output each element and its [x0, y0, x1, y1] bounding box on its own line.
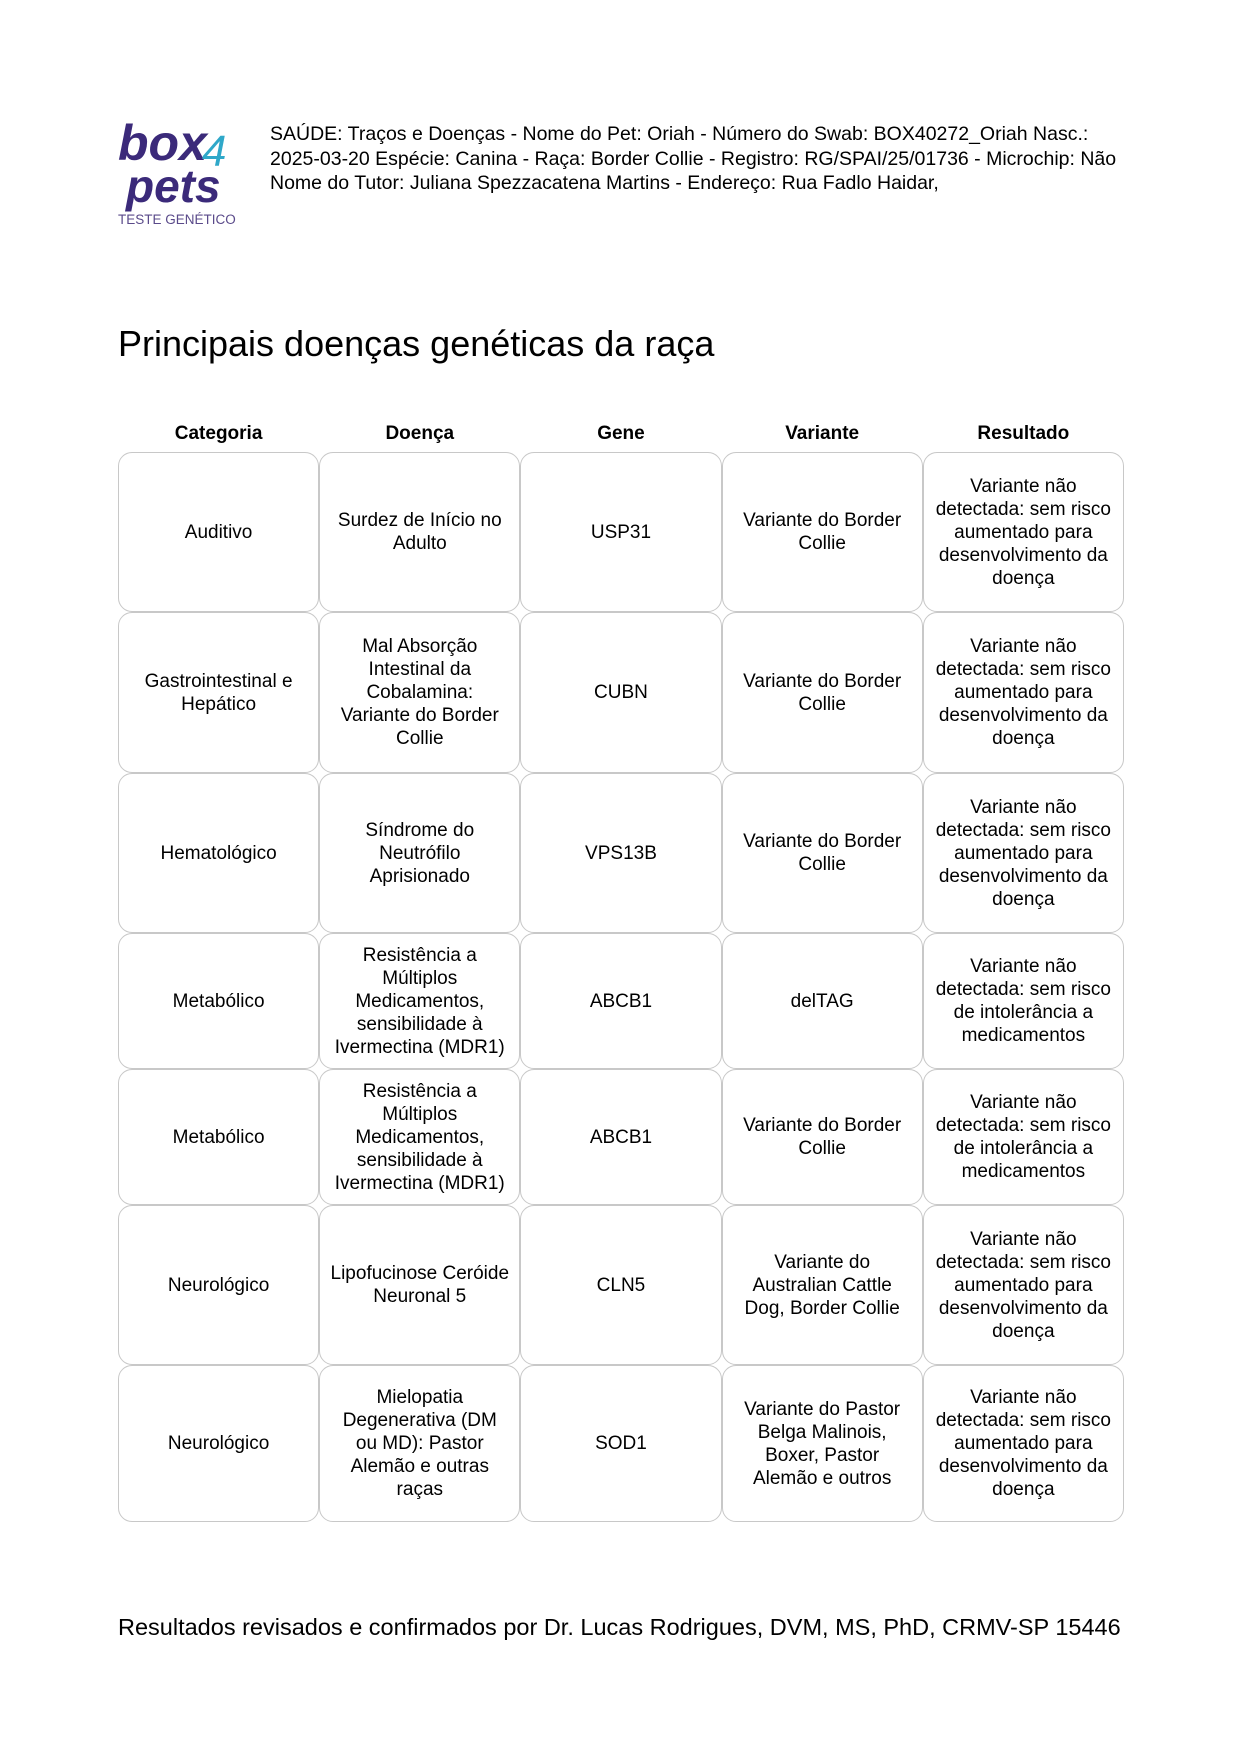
cell-doenca [319, 612, 520, 773]
cell-gene [520, 933, 721, 1069]
cell-categoria [118, 933, 319, 1069]
cell-gene-text: CUBN [594, 682, 648, 703]
cell-categoria-text: Auditivo [184, 521, 253, 543]
table-row [118, 1069, 1124, 1205]
cell-categoria [118, 1069, 319, 1205]
cell-categoria [118, 452, 319, 612]
cell-resultado [923, 933, 1124, 1069]
logo-tagline: TESTE GENÉTICO [118, 212, 236, 227]
cell-categoria [118, 1205, 319, 1365]
logo-word-pets: pets [126, 160, 221, 212]
cell-resultado-text: Variante não detectada: sem risco aumentado para desenvolvimento da doença [935, 796, 1111, 910]
cell-doenca-text: Lipofucinose Ceróide Neuronal 5 [330, 1263, 510, 1307]
cell-doenca [319, 452, 520, 612]
cell-resultado-text: Variante não detectada: sem risco de intolerância a medicamentos [935, 956, 1111, 1046]
cell-gene-text: CLN5 [596, 1274, 646, 1296]
cell-variante-text: delTAG [790, 990, 854, 1012]
cell-doenca [319, 1205, 520, 1365]
cell-doenca [319, 933, 520, 1069]
brand-logo [118, 116, 236, 228]
cell-categoria-text: Gastrointestinal e Hepático [144, 670, 293, 715]
logo-accent-4: 4 [202, 127, 227, 176]
cell-doenca [319, 1069, 520, 1205]
cell-variante-text: Variante do Border Collie [743, 831, 902, 875]
cell-doenca-text: Resistência a Múltiplos Medicamentos, sensibilidade à Ivermectina (MDR1) [334, 944, 505, 1058]
cell-gene [520, 452, 721, 612]
cell-doenca-text: Mielopatia Degenerativa (DM ou MD): Pastor Alemão e outras raças [342, 1387, 497, 1500]
cell-variante-text: Variante do Border Collie [743, 1115, 902, 1159]
column-header-resultado: Resultado [977, 423, 1070, 444]
cell-doenca-text: Resistência a Múltiplos Medicamentos, sensibilidade à Ivermectina (MDR1) [334, 1080, 505, 1194]
logo-word-box: box [118, 116, 207, 171]
cell-gene [520, 773, 721, 933]
table-row [118, 1205, 1124, 1365]
cell-resultado-text: Variante não detectada: sem risco aumentado para desenvolvimento da doença [935, 636, 1111, 749]
cell-variante [722, 1365, 923, 1522]
genetic-diseases-table [118, 416, 1124, 1522]
table-header [118, 416, 1124, 452]
cell-gene-text: ABCB1 [589, 990, 653, 1012]
cell-gene [520, 1069, 721, 1205]
cell-resultado-text: Variante não detectada: sem risco aumentado para desenvolvimento da doença [935, 475, 1111, 589]
cell-categoria-text: Metabólico [172, 990, 265, 1012]
cell-gene [520, 612, 721, 773]
pet-info-header: SAÚDE: Traços e Doenças - Nome do Pet: Oriah - Número do Swab: BOX40272_Oriah Nasc.: 2025-03-20 Espécie: Canina - Raça: Border Collie - Registro: RG/SPAI/25/01736 - Microchip: Não Nome do Tutor: Juliana Spezzacatena Martins - Endereço: Rua Fadlo Haidar, [270, 123, 1117, 194]
table-row [118, 452, 1124, 612]
box4pets-logo-icon [118, 116, 236, 228]
cell-variante [722, 1205, 923, 1365]
cell-categoria-text: Neurológico [167, 1433, 270, 1454]
cell-variante [722, 1069, 923, 1205]
cell-resultado-text: Variante não detectada: sem risco aumentado para desenvolvimento da doença [935, 1387, 1111, 1500]
cell-variante [722, 452, 923, 612]
cell-categoria-text: Metabólico [172, 1126, 265, 1148]
cell-resultado [923, 1069, 1124, 1205]
cell-resultado-text: Variante não detectada: sem risco aumentado para desenvolvimento da doença [935, 1228, 1111, 1342]
cell-resultado-text: Variante não detectada: sem risco de intolerância a medicamentos [935, 1092, 1111, 1182]
cell-categoria [118, 612, 319, 773]
cell-variante-text: Variante do Border Collie [743, 510, 902, 554]
table-row [118, 773, 1124, 933]
cell-variante [722, 933, 923, 1069]
table-row [118, 1365, 1124, 1522]
cell-categoria-text: Neurológico [167, 1274, 270, 1296]
cell-categoria [118, 1365, 319, 1522]
cell-gene [520, 1365, 721, 1522]
cell-gene-text: ABCB1 [589, 1126, 653, 1148]
table-body [118, 452, 1124, 1522]
cell-variante-text: Variante do Pastor Belga Malinois, Boxer, Pastor Alemão e outros [744, 1398, 901, 1489]
table-row [118, 933, 1124, 1069]
column-header-doenca: Doença [385, 423, 455, 444]
cell-categoria [118, 773, 319, 933]
table-row [118, 612, 1124, 773]
cell-gene-text: USP31 [590, 521, 652, 543]
page-title: Principais doenças genéticas da raça [118, 323, 715, 364]
cell-variante-text: Variante do Border Collie [743, 670, 902, 715]
cell-resultado [923, 1365, 1124, 1522]
cell-variante [722, 612, 923, 773]
cell-doenca [319, 1365, 520, 1522]
cell-gene-text: VPS13B [585, 842, 657, 864]
cell-gene-text: SOD1 [595, 1433, 647, 1454]
column-header-variante: Variante [785, 423, 860, 444]
cell-doenca-text: Síndrome do Neutrófilo Aprisionado [365, 819, 475, 887]
cell-doenca-text: Surdez de Início no Adulto [337, 510, 502, 554]
cell-gene [520, 1205, 721, 1365]
cell-categoria-text: Hematológico [160, 842, 277, 864]
cell-doenca [319, 773, 520, 933]
cell-resultado [923, 773, 1124, 933]
column-header-gene: Gene [597, 423, 645, 444]
cell-doenca-text: Mal Absorção Intestinal da Cobalamina: Variante do Border Collie [340, 636, 499, 749]
cell-resultado [923, 612, 1124, 773]
cell-resultado [923, 1205, 1124, 1365]
cell-resultado [923, 452, 1124, 612]
cell-variante-text: Variante do Australian Cattle Dog, Border Collie [744, 1251, 900, 1319]
cell-variante [722, 773, 923, 933]
reviewer-signature: Resultados revisados e confirmados por Dr. Lucas Rodrigues, DVM, MS, PhD, CRMV-SP 15446 [118, 1614, 1121, 1640]
column-header-categoria: Categoria [174, 423, 263, 444]
